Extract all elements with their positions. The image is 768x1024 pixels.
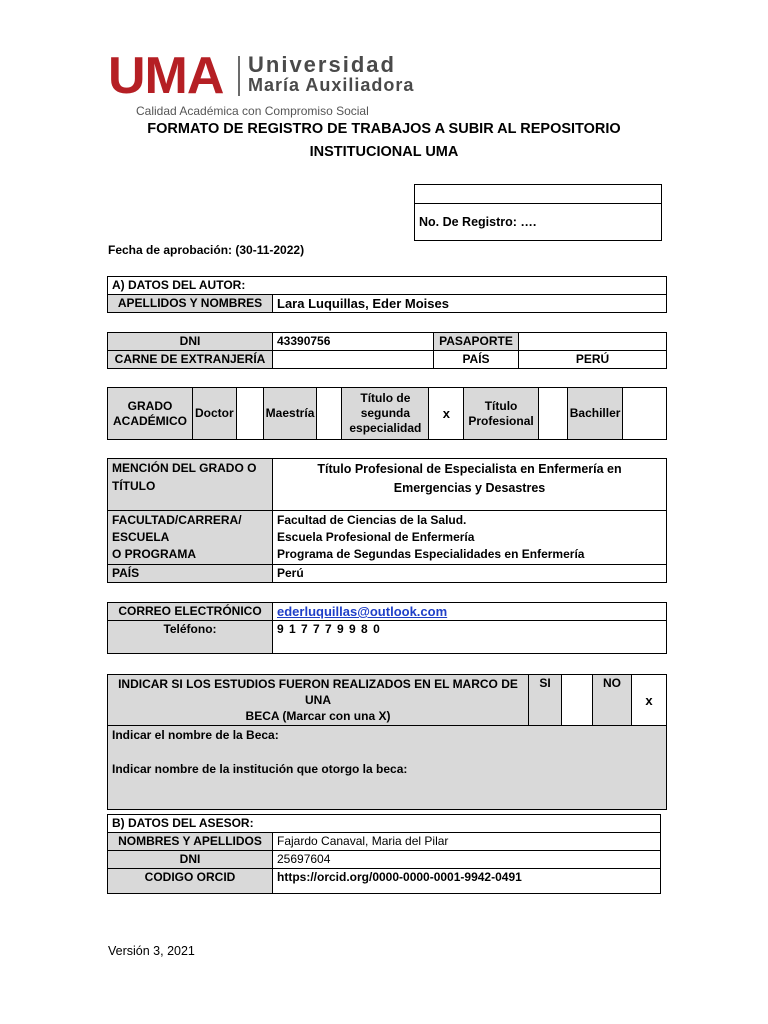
logo-divider [238, 56, 240, 96]
beca-si-check [562, 675, 593, 726]
facultad-label-line2: ESCUELA [112, 530, 170, 544]
autor-header: A) DATOS DEL AUTOR: [108, 277, 667, 295]
segunda-line2: segunda [360, 406, 411, 420]
beca-question-line2: BECA (Marcar con una X) [245, 709, 391, 723]
segunda-line3: especialidad [349, 421, 422, 435]
titulo-profesional-check [538, 388, 567, 440]
beca-no-mark: x [632, 675, 667, 726]
grado-table [107, 387, 667, 440]
telefono-value: 9 1 7 7 7 9 9 8 0 [273, 621, 667, 654]
grado-label [108, 388, 193, 440]
bachiller-label: Bachiller [567, 388, 623, 440]
fecha-aprobacion: Fecha de aprobación: (30-11-2022) [108, 243, 305, 257]
beca-question-line1: INDICAR SI LOS ESTUDIOS FUERON REALIZADOS EN EL MARCO DE UNA [118, 677, 518, 707]
logo-line2: María Auxiliadora [248, 75, 415, 95]
facultad-label [108, 511, 273, 565]
mencion-label [108, 459, 273, 511]
maestria-label: Maestría [263, 388, 317, 440]
beca-nombre-label: Indicar el nombre de la Beca: [112, 728, 279, 742]
mencion-value-line1: Título Profesional de Especialista en Enfermería en [317, 462, 622, 476]
apellidos-value: Lara Luquillas, Eder Moises [273, 295, 667, 313]
mencion-label-line1: MENCIÓN DEL GRADO O [112, 461, 257, 475]
beca-question [108, 675, 529, 726]
document-title-line1: FORMATO DE REGISTRO DE TRABAJOS A SUBIR AL REPOSITORIO [147, 121, 621, 137]
titulo-line1: Título [484, 398, 518, 413]
mencion-value-line2: Emergencias y Desastres [393, 481, 546, 495]
document-title-line2: INSTITUCIONAL UMA [309, 144, 459, 160]
asesor-dni-label: DNI [108, 851, 273, 869]
asesor-header: B) DATOS DEL ASESOR: [108, 815, 661, 833]
segunda-especialidad-mark: x [429, 388, 464, 440]
apellidos-label: APELLIDOS Y NOMBRES [108, 295, 273, 313]
grado-label-line1: GRADO [127, 398, 173, 413]
carne-value [273, 351, 434, 369]
pasaporte-label: PASAPORTE [434, 333, 519, 351]
mencion-value [273, 459, 667, 511]
segunda-especialidad-label [342, 388, 429, 440]
pasaporte-value [519, 333, 667, 351]
maestria-check [317, 388, 342, 440]
mencion-pais-value: Perú [273, 565, 667, 583]
titulo-profesional-label [464, 388, 538, 440]
beca-table [107, 674, 667, 810]
correo-label: CORREO ELECTRÓNICO [108, 603, 273, 621]
doctor-label: Doctor [193, 388, 237, 440]
autor-table [107, 276, 667, 313]
documento-table [107, 332, 667, 369]
dni-label: DNI [108, 333, 273, 351]
facultad-label-line3: O PROGRAMA [112, 547, 196, 561]
correo-link[interactable]: ederluquillas@outlook.com [273, 603, 667, 621]
mencion-pais-label: PAÍS [108, 565, 273, 583]
asesor-table [107, 814, 661, 894]
grado-label-line2: ACADÉMICO [113, 413, 187, 428]
beca-institucion-label: Indicar nombre de la institución que otorgo la beca: [112, 762, 408, 776]
segunda-line1: Título de [360, 391, 411, 405]
logo-mark: UMA [108, 47, 224, 105]
telefono-label: Teléfono: [108, 621, 273, 654]
asesor-nombres-value: Fajardo Canaval, Maria del Pilar [273, 833, 661, 851]
facultad-label-line1: FACULTAD/CARRERA/ [112, 513, 242, 527]
registro-box [414, 184, 662, 241]
mencion-table [107, 458, 667, 583]
asesor-nombres-label: NOMBRES Y APELLIDOS [108, 833, 273, 851]
facultad-value-line3: Programa de Segundas Especialidades en Enfermería [277, 547, 585, 561]
beca-si-label: SI [529, 675, 562, 726]
bachiller-check [623, 388, 667, 440]
asesor-orcid-value: https://orcid.org/0000-0000-0001-9942-0491 [273, 869, 661, 894]
doctor-check [236, 388, 263, 440]
version-footer: Versión 3, 2021 [108, 944, 195, 958]
pais-label: PAÍS [434, 351, 519, 369]
mencion-label-line2: TÍTULO [112, 479, 156, 493]
facultad-value-line2: Escuela Profesional de Enfermería [277, 530, 475, 544]
carne-label: CARNE DE EXTRANJERÍA [108, 351, 273, 369]
titulo-line2: Profesional [468, 413, 534, 428]
facultad-value [273, 511, 667, 565]
logo-slogan: Calidad Académica con Compromiso Social [136, 104, 369, 118]
asesor-orcid-label: CODIGO ORCID [108, 869, 273, 894]
contacto-table [107, 602, 667, 654]
pais-value: PERÚ [519, 351, 667, 369]
beca-no-label: NO [593, 675, 632, 726]
beca-details [108, 726, 667, 810]
logo-line1: Universidad [248, 52, 396, 77]
dni-value: 43390756 [273, 333, 434, 351]
registro-empty-cell [415, 185, 662, 204]
registro-label: No. De Registro: …. [415, 204, 662, 241]
uma-logo [108, 47, 428, 120]
facultad-value-line1: Facultad de Ciencias de la Salud. [277, 513, 467, 527]
asesor-dni-value: 25697604 [273, 851, 661, 869]
